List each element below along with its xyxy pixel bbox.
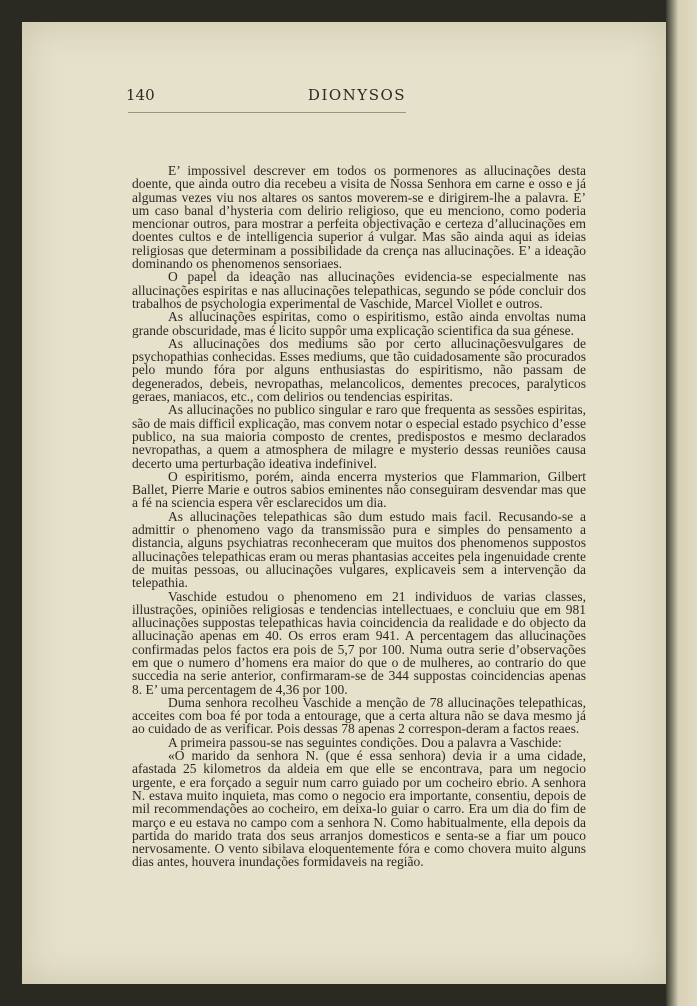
page-header (126, 86, 588, 108)
running-title: DIONYSOS (307, 86, 407, 104)
paragraph: «O marido da senhora N. (que é essa senhora) devia ir a uma cidade, afastada 25 kilometros da aldeia em que elle se encontrava, para um negocio urgente, e era forçado a seguir num carro guiado por um cocheiro ebrio. A senhora N. estava muito inquieta, mas como o negocio era importante, consentiu, depois de mil recommendações ao cocheiro, em deixa-lo guiar o carro. Era um dia do fim de março e eu estava no campo com a senhora N. Como habitualmente, ella depois da partida do marido trata dos seus arranjos domesticos e senta-se a fiar um pouco nervosamente. O vento sibilava eloquentemente fóra e como chovera muito alguns dias antes, houvera inundações formidaveis na região. (132, 748, 586, 870)
paragraph: As allucinações dos mediums são por certo allucinaçõesvulgares de psychopathias conhecidas. Esses mediums, que tão cuidadosamente são procurados pelo mundo fóra por alguns enthusiastas do espiritismo, não passam de degenerados, debeis, nevropathas, melancolicos, dementes precoces, paralyticos geraes, maniacos, etc., com delirios ou tendencias espiritas. (132, 335, 586, 405)
paragraph: O espiritismo, porém, ainda encerra mysterios que Flammarion, Gilbert Ballet, Pierre Marie e outros sabios eminentes não conseguiram desvendar mas que a fé na sciencia espera vêr esclarecidos um dia. (132, 468, 586, 511)
paragraph: O papel da ideação nas allucinações evidencia-se especialmente nas allucinações espiritas e nas allucinações telepathicas, segundo se póde concluir dos trabalhos de psychologia experimental de Vaschide, Marcel Viollet e outros. (132, 269, 586, 311)
paragraph: As allucinações espiritas, como o espiritismo, estão ainda envoltas numa grande obscuridade, mas é licito suppôr uma explicação scientifica da sua génese. (132, 309, 586, 338)
paragraph: Vaschide estudou o phenomeno em 21 individuos de varias classes, illustrações, opiniões religiosas e tendencias intellectuaes, e concluiu que em 981 allucinações suppostas telepathicas havia coincidencia da realidade e do objecto da allucinação apenas em 40. Os erros eram 941. A percentagem das allucinações confirmadas pelos factos era pois de 5,7 por 100. Numa outra serie d’observações em que o numero d’homens era maior do que o de mulheres, ao contrario do que succedia na serie anterior, confirmaram-se de 344 suppostas coincidencias apenas 8. E’ uma percentagem de 4,36 por 100. (132, 588, 586, 697)
body-text (132, 164, 586, 869)
paragraph: As allucinações no publico singular e raro que frequenta as sessões espiritas, são de mais difficil explicação, mas convem notar o especial estado psychico d’esse publico, na sua maioria composto de crentes, predispostos e mesmo declarados nevropathas, a quem a atmosphera de milagre e mysterio dessas reuniões causa decerto uma perturbação ideativa indefinivel. (132, 402, 586, 471)
paragraph: Duma senhora recolheu Vaschide a menção de 78 allucinações telepathicas, acceites com boa fé por toda a entourage, que a certa altura não se dava mesmo já ao cuidado de as verificar. Pois dessas 78 apenas 2 correspon-deram a factos reaes. (132, 694, 586, 737)
header-rule (128, 112, 406, 113)
paragraph: E’ impossivel descrever em todos os pormenores as allucinações desta doente, que ainda outro dia recebeu a visita de Nossa Senhora em carne e osso e já algumas vezes viu nos altares os santos moverem-se e dirigirem-lhe a palavra. E’ um caso banal d’hysteria com delirio religioso, que eu menciono, como poderia mencionar outros, para mostrar a perfeita objectivação e certeza d’allucinações em doentes cultos e de intelligencia superior á vulgar. Mas são ainda aqui as ideias religiosas que determinam a possibilidade da crença nas allucinações. E’ a ideação dominando os phenomenos sensoriaes. (132, 163, 586, 272)
book-gutter (666, 0, 697, 1006)
paragraph: A primeira passou-se nas seguintes condições. Dou a palavra a Vaschide: (168, 734, 562, 750)
page-number: 140 (126, 86, 155, 104)
paragraph: As allucinações telepathicas são dum estudo mais facil. Recusando-se a admittir o phenomeno vago da transmissão pura e simples do pensamento a distancia, alguns psychiatras reconheceram que muitos dos phenomenos suppostos allucinações telepathicas eram ou meras phantasias acceites pela ingenuidade crente de muitas pessoas, ou allucinações vulgares, explicaveis sem a intervenção da telepathia. (132, 508, 586, 591)
